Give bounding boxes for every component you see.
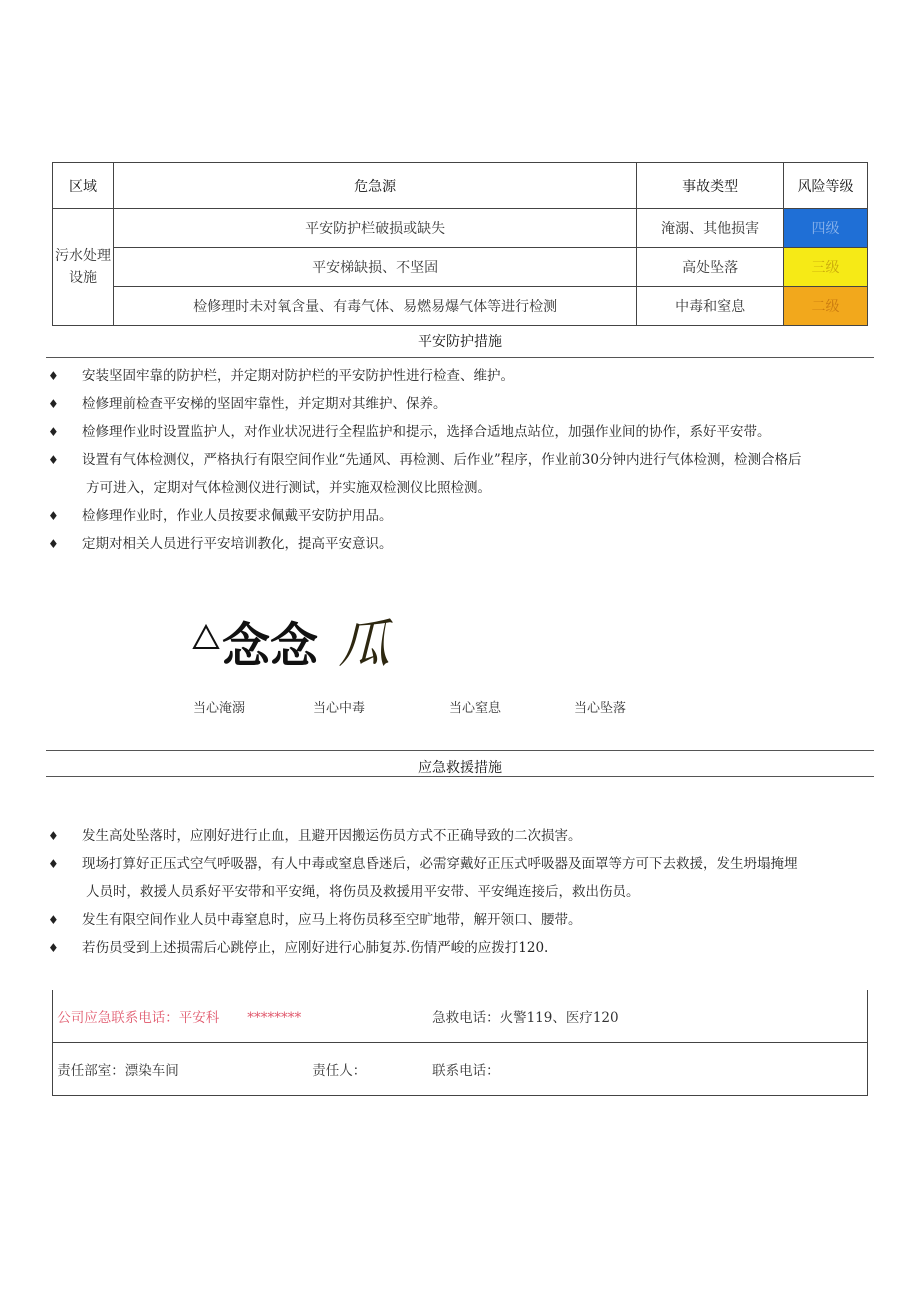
level-cell: 三级 <box>784 248 868 287</box>
divider <box>46 776 874 777</box>
sign-glyph-tail: 瓜 <box>338 615 391 675</box>
sign-label-drowning: 当心淹溺 <box>193 701 246 716</box>
sign-glyphs: 念念 <box>222 618 319 674</box>
risk-row <box>53 287 868 326</box>
hazard-cell: 平安防护栏破损或缺失 <box>113 209 636 248</box>
diamond-bullet-icon: ♦ <box>48 453 59 467</box>
diamond-bullet-icon: ♦ <box>48 369 59 383</box>
safety-list <box>46 362 874 558</box>
risk-row <box>53 248 868 287</box>
diamond-bullet-icon: ♦ <box>48 857 59 871</box>
header-accident: 事故类型 <box>637 163 784 209</box>
list-item: ♦ 检修理作业时设置监护人，对作业状况进行全程监护和提示，选择合适地点站位，加强作业间的协作，系好平安带。 <box>46 418 874 446</box>
list-item: ♦ 定期对相关人员进行平安培训教化，提高平安意识。 <box>46 530 874 558</box>
hazard-cell: 检修理时未对氧含量、有毒气体、易燃易爆气体等进行检测 <box>113 287 636 326</box>
list-item: ♦ 若伤员受到上述损需后心跳停止，应刚好进行心肺复苏.伤情严峻的应拨打120. <box>46 934 874 962</box>
responsible-dept: 责任部室：漂染车间 <box>57 1063 179 1079</box>
sign-label-poison: 当心中毒 <box>313 701 366 716</box>
accident-cell: 高处坠落 <box>637 248 784 287</box>
list-item: ♦ 设置有气体检测仪，严格执行有限空间作业“先通风、再检测、后作业”程序，作业前30分钟内进行气体检测，检测合格后 方可进入，定期对气体检测仪进行测试，并实施双检测仪比照检测。 <box>46 446 874 502</box>
warning-signs <box>190 600 430 679</box>
diamond-bullet-icon: ♦ <box>48 941 59 955</box>
diamond-bullet-icon: ♦ <box>48 913 59 927</box>
risk-header-row <box>53 163 868 209</box>
header-level: 风险等级 <box>784 163 868 209</box>
divider <box>46 357 874 358</box>
warning-signs-graphic <box>190 600 430 675</box>
diamond-bullet-icon: ♦ <box>48 425 59 439</box>
header-hazard: 危急源 <box>113 163 636 209</box>
diamond-bullet-icon: ♦ <box>48 397 59 411</box>
header-area: 区域 <box>53 163 114 209</box>
contact-row <box>53 990 868 1043</box>
risk-table <box>52 162 868 326</box>
level-cell: 四级 <box>784 209 868 248</box>
contact-row <box>53 1043 868 1096</box>
divider <box>46 750 874 751</box>
risk-row <box>53 209 868 248</box>
list-item: ♦ 检修理前检查平安梯的坚固牢靠性，并定期对其维护、保养。 <box>46 390 874 418</box>
accident-cell: 中毒和窒息 <box>637 287 784 326</box>
diamond-bullet-icon: ♦ <box>48 509 59 523</box>
area-cell: 污水处理设施 <box>53 209 114 326</box>
list-item: ♦ 安装坚固牢靠的防护栏，并定期对防护栏的平安防护性进行检查、维护。 <box>46 362 874 390</box>
rescue-list <box>46 822 874 962</box>
sign-label-falling: 当心坠落 <box>574 701 627 716</box>
safety-title: 平安防护措施 <box>418 334 502 350</box>
responsible-person: 责任人： <box>312 1063 367 1079</box>
contact-phone: 联系电话： <box>432 1063 500 1079</box>
emergency-phone: 急救电话：火警119、医疗120 <box>432 1010 619 1026</box>
diamond-bullet-icon: ♦ <box>48 829 59 843</box>
list-item: ♦ 现场打算好正压式空气呼吸器，有人中毒或窒息昏迷后，必需穿戴好正压式呼吸器及面罩等方可下去救援，发生坍塌掩埋 人员时，救援人员系好平安带和平安绳，将伤员及救援用平安带、平安绳连接后，救出伤员。 <box>46 850 874 906</box>
sign-label-suffocation: 当心窒息 <box>449 701 502 716</box>
warning-triangle-icon <box>194 626 218 648</box>
hazard-cell: 平安梯缺损、不坚固 <box>113 248 636 287</box>
list-item: ♦ 发生有限空间作业人员中毒窒息时，应马上将伤员移至空旷地带，解开领口、腰带。 <box>46 906 874 934</box>
contact-table <box>52 990 868 1096</box>
rescue-title: 应急救援措施 <box>418 760 502 776</box>
company-contact: 公司应急联系电话：平安科 ******** <box>57 1010 302 1026</box>
list-item: ♦ 检修理作业时，作业人员按要求佩戴平安防护用品。 <box>46 502 874 530</box>
diamond-bullet-icon: ♦ <box>48 537 59 551</box>
list-item: ♦ 发生高处坠落时，应刚好进行止血，且避开因搬运伤员方式不正确导致的二次损害。 <box>46 822 874 850</box>
accident-cell: 淹溺、其他损害 <box>637 209 784 248</box>
level-cell: 二级 <box>784 287 868 326</box>
